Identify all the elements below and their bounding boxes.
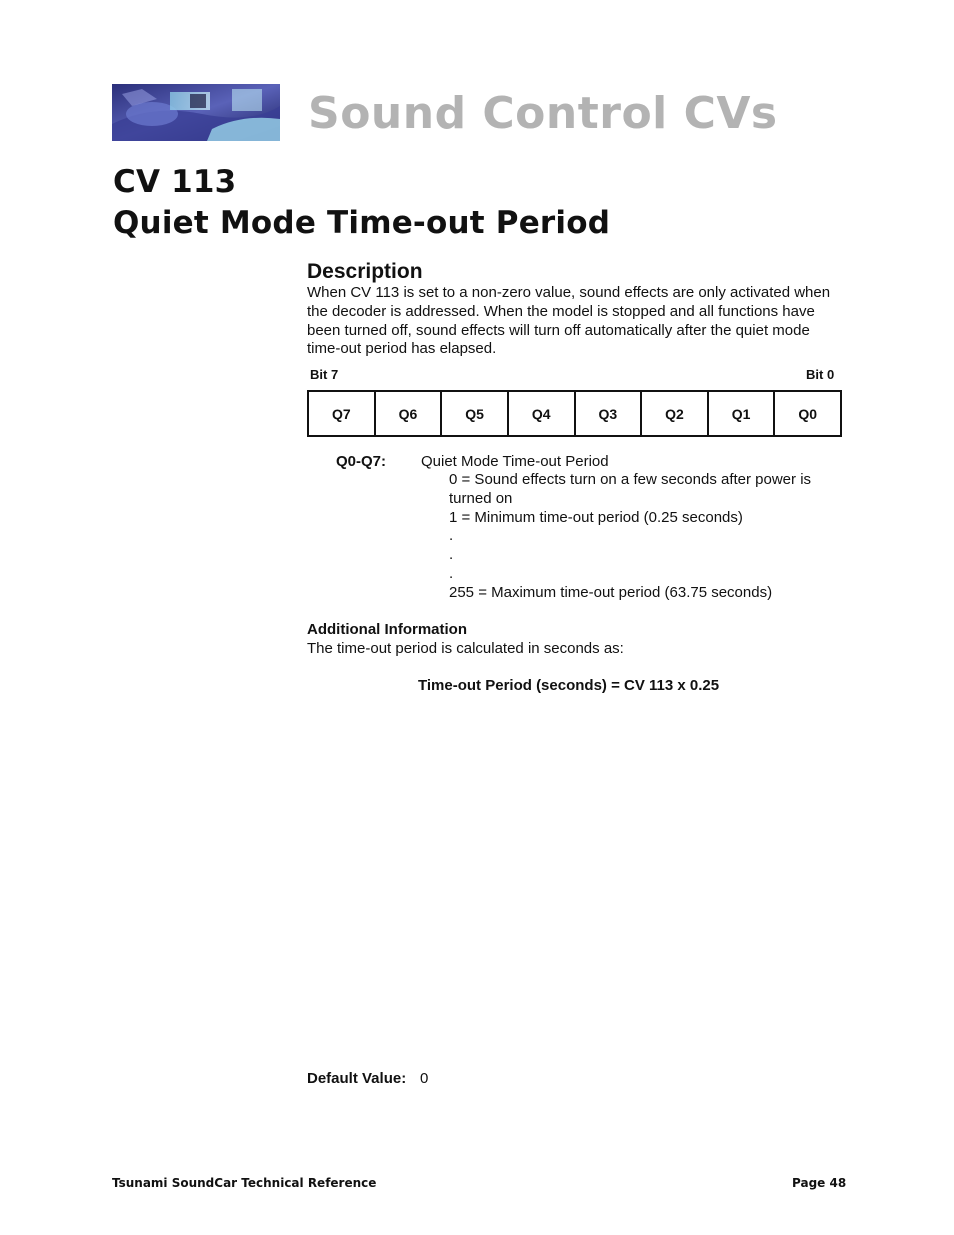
default-value: 0	[420, 1070, 429, 1087]
formula: Time-out Period (seconds) = CV 113 x 0.25	[418, 677, 720, 694]
description-text: When CV 113 is set to a non-zero value, sound effects are only activated when the decoder is addressed. When the model is stopped and all functions have been turned off, sound effects will turn off automatically after the quiet mode time-out period has elapsed.	[307, 284, 831, 358]
bit-cell-q6: Q6	[376, 392, 443, 435]
header-photo	[112, 84, 280, 141]
cv-number: CV 113	[113, 164, 237, 200]
bit-high-label: Bit 7	[310, 367, 339, 382]
bit-cell-q5: Q5	[442, 392, 509, 435]
footer-title: Tsunami SoundCar Technical Reference	[112, 1176, 377, 1190]
field-values	[449, 471, 849, 603]
field-value-item: .	[449, 564, 454, 582]
field-label: Q0-Q7:	[336, 453, 387, 470]
bit-table	[307, 390, 842, 437]
page-number: Page 48	[792, 1176, 847, 1190]
field-title: Quiet Mode Time-out Period	[421, 453, 609, 470]
bit-cell-q3: Q3	[576, 392, 643, 435]
field-value-item: .	[449, 546, 454, 564]
field-value-item: .	[449, 527, 454, 545]
default-value-label: Default Value:	[307, 1070, 407, 1087]
description-heading: Description	[307, 260, 423, 283]
field-value-item: 255 = Maximum time-out period (63.75 seconds)	[449, 583, 773, 601]
section-title: Sound Control CVs	[308, 88, 778, 139]
additional-info-text: The time-out period is calculated in seconds as:	[307, 640, 624, 657]
field-value-item: 1 = Minimum time-out period (0.25 seconds)	[449, 508, 743, 526]
bit-low-label: Bit 0	[806, 367, 835, 382]
bit-cell-q4: Q4	[509, 392, 576, 435]
bit-cell-q2: Q2	[642, 392, 709, 435]
cv-name: Quiet Mode Time-out Period	[113, 205, 611, 241]
field-value-item: 0 = Sound effects turn on a few seconds after power is turned on	[449, 471, 812, 507]
bit-cell-q1: Q1	[709, 392, 776, 435]
bit-cell-q0: Q0	[798, 405, 818, 422]
additional-info-heading: Additional Information	[307, 621, 467, 638]
bit-cell-q7: Q7	[309, 392, 376, 435]
